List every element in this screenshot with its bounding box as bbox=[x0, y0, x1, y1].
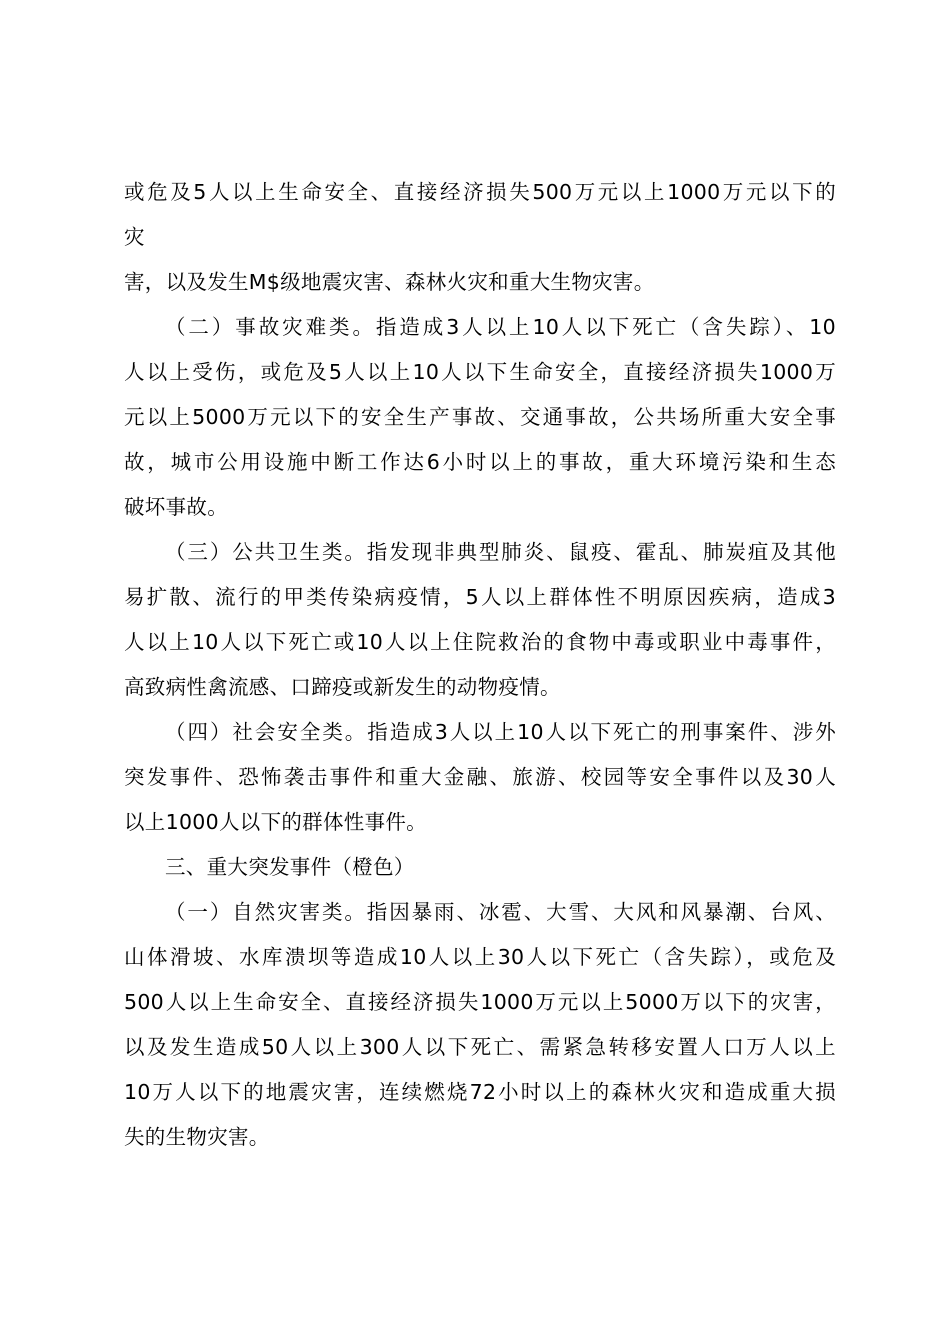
text-line: 故，城市公用设施中断工作达6小时以上的事故，重大环境污染和生态 bbox=[124, 450, 836, 474]
text-line: （四）社会安全类。指造成3人以上10人以下死亡的刑事案件、涉外 bbox=[165, 720, 836, 744]
text-line: 破坏事故。 bbox=[124, 495, 228, 519]
text-line: 以及发生造成50人以上300人以下死亡、需紧急转移安置人口万人以上 bbox=[124, 1035, 836, 1059]
text-line: 突发事件、恐怖袭击事件和重大金融、旅游、校园等安全事件以及30人 bbox=[124, 765, 836, 789]
text-line: 山体滑坡、水库溃坝等造成10人以上30人以下死亡（含失踪），或危及 bbox=[124, 945, 836, 969]
text-line: 三、重大突发事件（橙色） bbox=[165, 855, 415, 879]
text-line: 灾 bbox=[124, 225, 145, 249]
text-line: 500人以上生命安全、直接经济损失1000万元以上5000万以下的灾害， bbox=[124, 990, 836, 1014]
text-line: 人以上受伤，或危及5人以上10人以下生命安全，直接经济损失1000万 bbox=[124, 360, 836, 384]
text-line: 失的生物灾害。 bbox=[124, 1125, 270, 1149]
text-line: 或危及5人以上生命安全、直接经济损失500万元以上1000万元以下的 bbox=[124, 180, 836, 204]
text-line: （一）自然灾害类。指因暴雨、冰雹、大雪、大风和风暴潮、台风、 bbox=[165, 900, 836, 924]
text-line: 元以上5000万元以下的安全生产事故、交通事故，公共场所重大安全事 bbox=[124, 405, 836, 429]
document-body bbox=[124, 170, 836, 1160]
text-line: 高致病性禽流感、口蹄疫或新发生的动物疫情。 bbox=[124, 675, 561, 699]
text-line: 人以上10人以下死亡或10人以上住院救治的食物中毒或职业中毒事件， bbox=[124, 630, 836, 654]
text-line: 害，以及发生M$级地震灾害、森林火灾和重大生物灾害。 bbox=[124, 270, 655, 294]
text-line: 10万人以下的地震灾害，连续燃烧72小时以上的森林火灾和造成重大损 bbox=[124, 1080, 836, 1104]
text-line: 以上1000人以下的群体性事件。 bbox=[124, 810, 427, 834]
text-line: （三）公共卫生类。指发现非典型肺炎、鼠疫、霍乱、肺炭疽及其他 bbox=[165, 540, 836, 564]
text-line: （二）事故灾难类。指造成3人以上10人以下死亡（含失踪）、10 bbox=[165, 315, 836, 339]
text-line: 易扩散、流行的甲类传染病疫情，5人以上群体性不明原因疾病，造成3 bbox=[124, 585, 836, 609]
